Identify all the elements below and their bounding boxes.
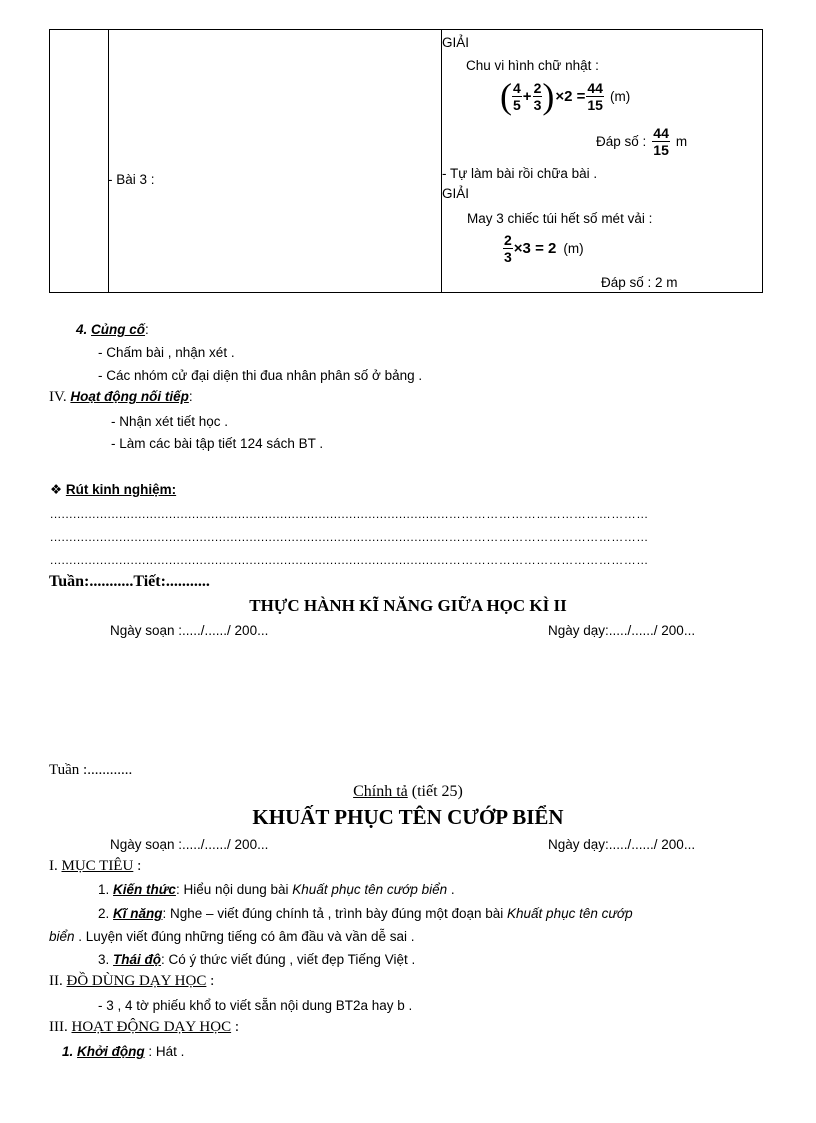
lesson1-ngay-day: Ngày dạy:...../....../ 200... <box>548 623 696 638</box>
lesson2-title: KHUẤT PHỤC TÊN CƯỚP BIỂN <box>252 805 564 829</box>
cung-co-item-2: - Các nhóm cử đại diện thi đua nhân phân số ở bảng . <box>98 368 423 383</box>
table-divider-2 <box>441 30 442 292</box>
muc-tieu-heading: I. MỤC TIÊU : <box>49 858 142 874</box>
tu-lam-text: - Tự làm bài rồi chữa bài . <box>442 166 598 181</box>
dotted-line-2: ........................................................................................................………………………………………… <box>50 530 649 544</box>
dotted-line-3: ........................................................................................................………………………………………… <box>50 553 649 567</box>
lesson1-ngay-soan: Ngày soạn :...../....../ 200... <box>110 623 269 638</box>
may-label: May 3 chiếc túi hết số mét vải : <box>467 211 653 226</box>
giai-heading-2: GIẢI <box>442 186 470 201</box>
cung-co-item-1: - Chấm bài , nhận xét . <box>98 345 235 360</box>
noi-tiep-item-2: - Làm các bài tập tiết 124 sách BT . <box>111 436 324 451</box>
chu-vi-label: Chu vi hình chữ nhật : <box>466 58 599 73</box>
fraction-4-5: $\frac{4}{5}$ <box>513 79 521 113</box>
dap-so-1: Đáp số : $\frac{44}{15}$ m <box>596 124 688 158</box>
lesson2-subject: Chính tả (tiết 25) <box>353 783 463 800</box>
giai-heading-1: GIẢI <box>442 35 470 50</box>
diamond-bullet-icon: ❖ <box>50 482 63 497</box>
hoat-dong-noi-tiep-heading: IV. Hoạt động nối tiếp: <box>49 389 193 405</box>
rut-kinh-nghiem-heading: ❖ Rút kinh nghiệm: <box>50 482 177 497</box>
thai-do-line: 3. Thái độ: Có ý thức viết đúng , viết đẹp Tiếng Việt . <box>98 952 416 967</box>
fraction-answer-1: $\frac{44}{15}$ <box>653 124 669 158</box>
fraction-2-3-b: $\frac{2}{3}$ <box>504 231 512 265</box>
lesson2-ngay-soan: Ngày soạn :...../....../ 200... <box>110 837 269 852</box>
equation-perimeter: ( $\frac{4}{5}$ + $\frac{2}{3}$ ) ×2 = $\frac{44}{15}$ (m) <box>500 76 631 116</box>
fraction-2-3: $\frac{2}{3}$ <box>533 79 542 113</box>
paren-close: ) <box>542 76 555 116</box>
lesson2-tuan: Tuần :............ <box>49 762 133 778</box>
ki-nang-line: 2. Kĩ năng: Nghe – viết đúng chính tả , trình bày đúng một đoạn bài Khuất phục tên cướp <box>98 906 633 921</box>
do-dung-item: - 3 , 4 tờ phiếu khổ to viết sẵn nội dung BT2a hay b . <box>98 998 413 1013</box>
dap-so-2: Đáp số : 2 m <box>601 275 678 290</box>
bai3-label: - Bài 3 : <box>108 172 155 187</box>
lesson1-title: THỰC HÀNH KĨ NĂNG GIỮA HỌC KÌ II <box>249 596 567 615</box>
noi-tiep-item-1: - Nhận xét tiết học . <box>111 414 229 429</box>
hoat-dong-heading: III. HOẠT ĐỘNG DẠY HỌC : <box>49 1019 240 1035</box>
dotted-line-1: ........................................................................................................………………………………………… <box>50 507 649 521</box>
equation-fabric: $\frac{2}{3}$ ×3 = 2 (m) <box>504 231 584 265</box>
lesson-table <box>49 29 763 293</box>
kien-thuc-line: 1. Kiến thức: Hiểu nội dung bài Khuất phục tên cướp biển . <box>98 882 455 897</box>
lesson2-ngay-day: Ngày dạy:...../....../ 200... <box>548 837 696 852</box>
table-divider-1 <box>108 30 109 292</box>
cung-co-heading: 4. Củng cố: <box>76 322 149 337</box>
ki-nang-line-2: biển . Luyện viết đúng những tiếng có âm đầu và vần dễ sai . <box>49 929 415 944</box>
paren-open: ( <box>500 76 512 116</box>
khoi-dong-line: 1. Khởi động : Hát . <box>62 1044 185 1059</box>
tuan-tiet: Tuần:...........Tiết:........... <box>49 573 210 590</box>
fraction-44-15: $\frac{44}{15}$ <box>587 79 603 113</box>
do-dung-heading: II. ĐỒ DÙNG DẠY HỌC : <box>49 973 215 989</box>
